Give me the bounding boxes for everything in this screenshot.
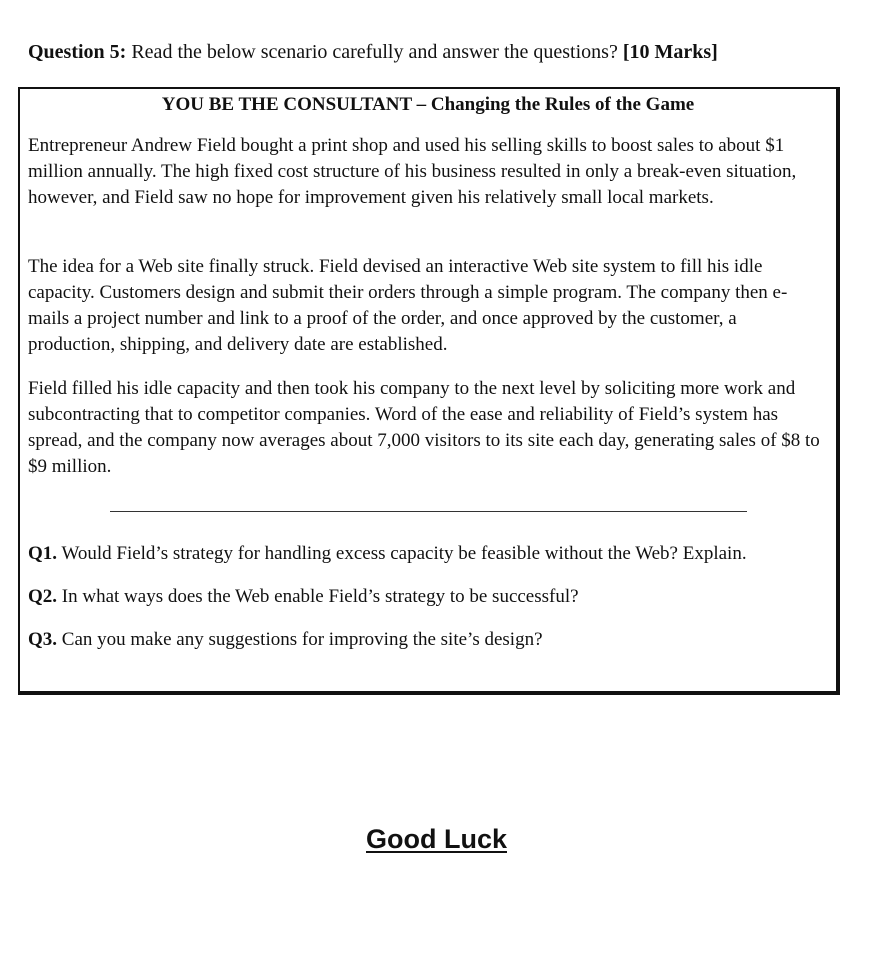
case-title: YOU BE THE CONSULTANT – Changing the Rules of the Game: [161, 94, 695, 115]
question-number: Q2.: [28, 586, 58, 607]
good-luck-footer: [0, 822, 873, 856]
question-text: Read the below scenario carefully and answer the questions?: [126, 41, 623, 63]
question-label: Question 5:: [28, 41, 127, 63]
question-body: In what ways does the Web enable Field’s strategy to be successful?: [57, 586, 579, 607]
case-paragraph-3: Field filled his idle capacity and then took his company to the next level by soliciting more work and subcontracting that to competitor companies. Word of the ease and reliability of Field’s system has spread, and the company now averages about 7,000 visitors to its site each day, generating sales of $8 to $9 million.: [28, 378, 820, 477]
case-question-2: [28, 585, 828, 609]
divider-line: [110, 511, 747, 512]
question-number: Q3.: [28, 629, 58, 650]
question-number: Q1.: [28, 543, 58, 564]
case-paragraph-2: The idea for a Web site finally struck. Field devised an interactive Web site system to fill his idle capacity. Customers design and submit their orders through a simple program. The company then e-mails a project number and link to a proof of the order, and once approved by the customer, a production, shipping, and delivery date are established.: [28, 256, 788, 355]
case-study-box: [18, 87, 840, 695]
question-body: Would Field’s strategy for handling excess capacity be feasible without the Web? Explain.: [57, 543, 747, 564]
case-question-3: [28, 628, 828, 652]
good-luck-text: Good Luck: [366, 824, 507, 854]
question-heading: [28, 40, 718, 64]
case-question-1: [28, 542, 828, 566]
question-marks: [10 Marks]: [622, 41, 718, 63]
case-paragraph-1: Entrepreneur Andrew Field bought a print shop and used his selling skills to boost sales to about $1 million annually. The high fixed cost structure of his business resulted in only a break-even situation, however, and Field saw no hope for improvement given his relatively small local markets.: [28, 135, 797, 208]
question-body: Can you make any suggestions for improving the site’s design?: [57, 629, 543, 650]
